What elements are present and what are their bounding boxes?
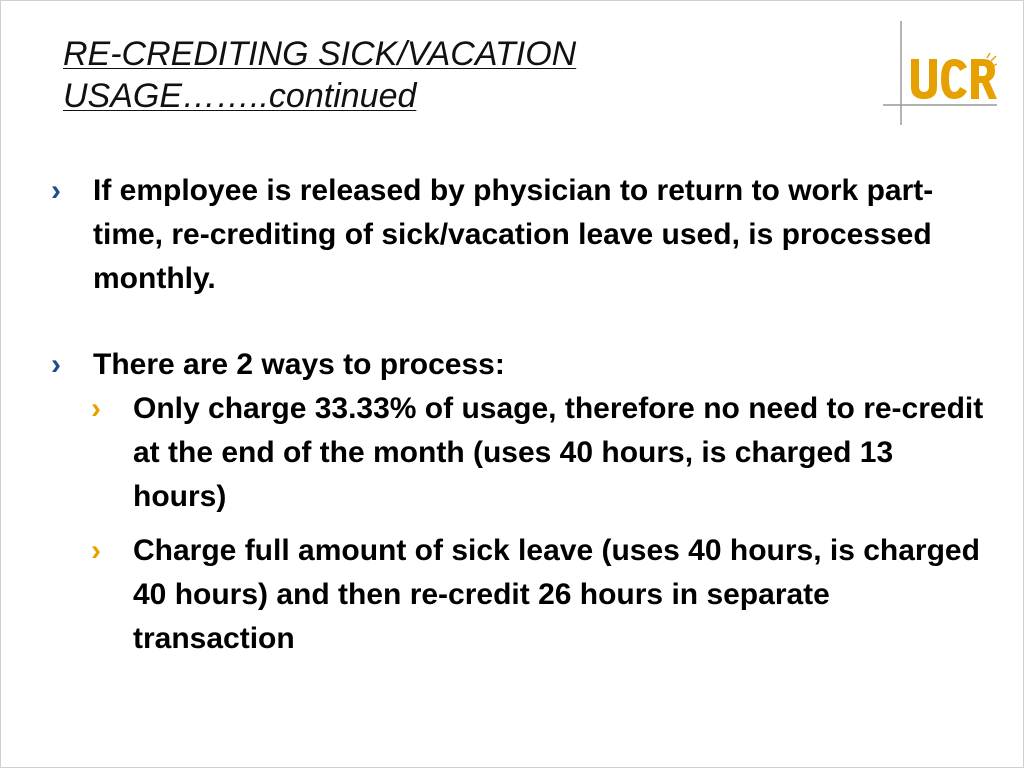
bullet-text: There are 2 ways to process:	[93, 348, 505, 381]
bullet-chevron-icon: ›	[51, 348, 61, 381]
bullet-item	[51, 343, 991, 387]
bullet-item	[51, 169, 991, 301]
sub-bullet-chevron-icon: ›	[91, 534, 101, 567]
ucr-logo-icon	[883, 21, 997, 125]
bullet-text: If employee is released by physician to return to work part-time, re-crediting of sick/vacation leave used, is processed monthly.	[93, 174, 934, 295]
slide-body	[51, 169, 991, 661]
sub-bullet-item	[51, 529, 991, 661]
sub-bullet-text: Charge full amount of sick leave (uses 40 hours, is charged 40 hours) and then re-credit 26 hours in separate transaction	[133, 534, 980, 655]
sub-bullet-chevron-icon: ›	[91, 392, 101, 425]
sub-bullet-item	[51, 387, 991, 519]
title-line-1: RE-CREDITING SICK/VACATION	[63, 35, 577, 73]
bullet-chevron-icon: ›	[51, 174, 61, 207]
slide-title	[63, 33, 576, 117]
sub-bullet-text: Only charge 33.33% of usage, therefore no need to re-credit at the end of the month (uses 40 hours, is charged 13 hours)	[133, 392, 984, 513]
title-line-2: USAGE……..continued	[63, 77, 417, 115]
